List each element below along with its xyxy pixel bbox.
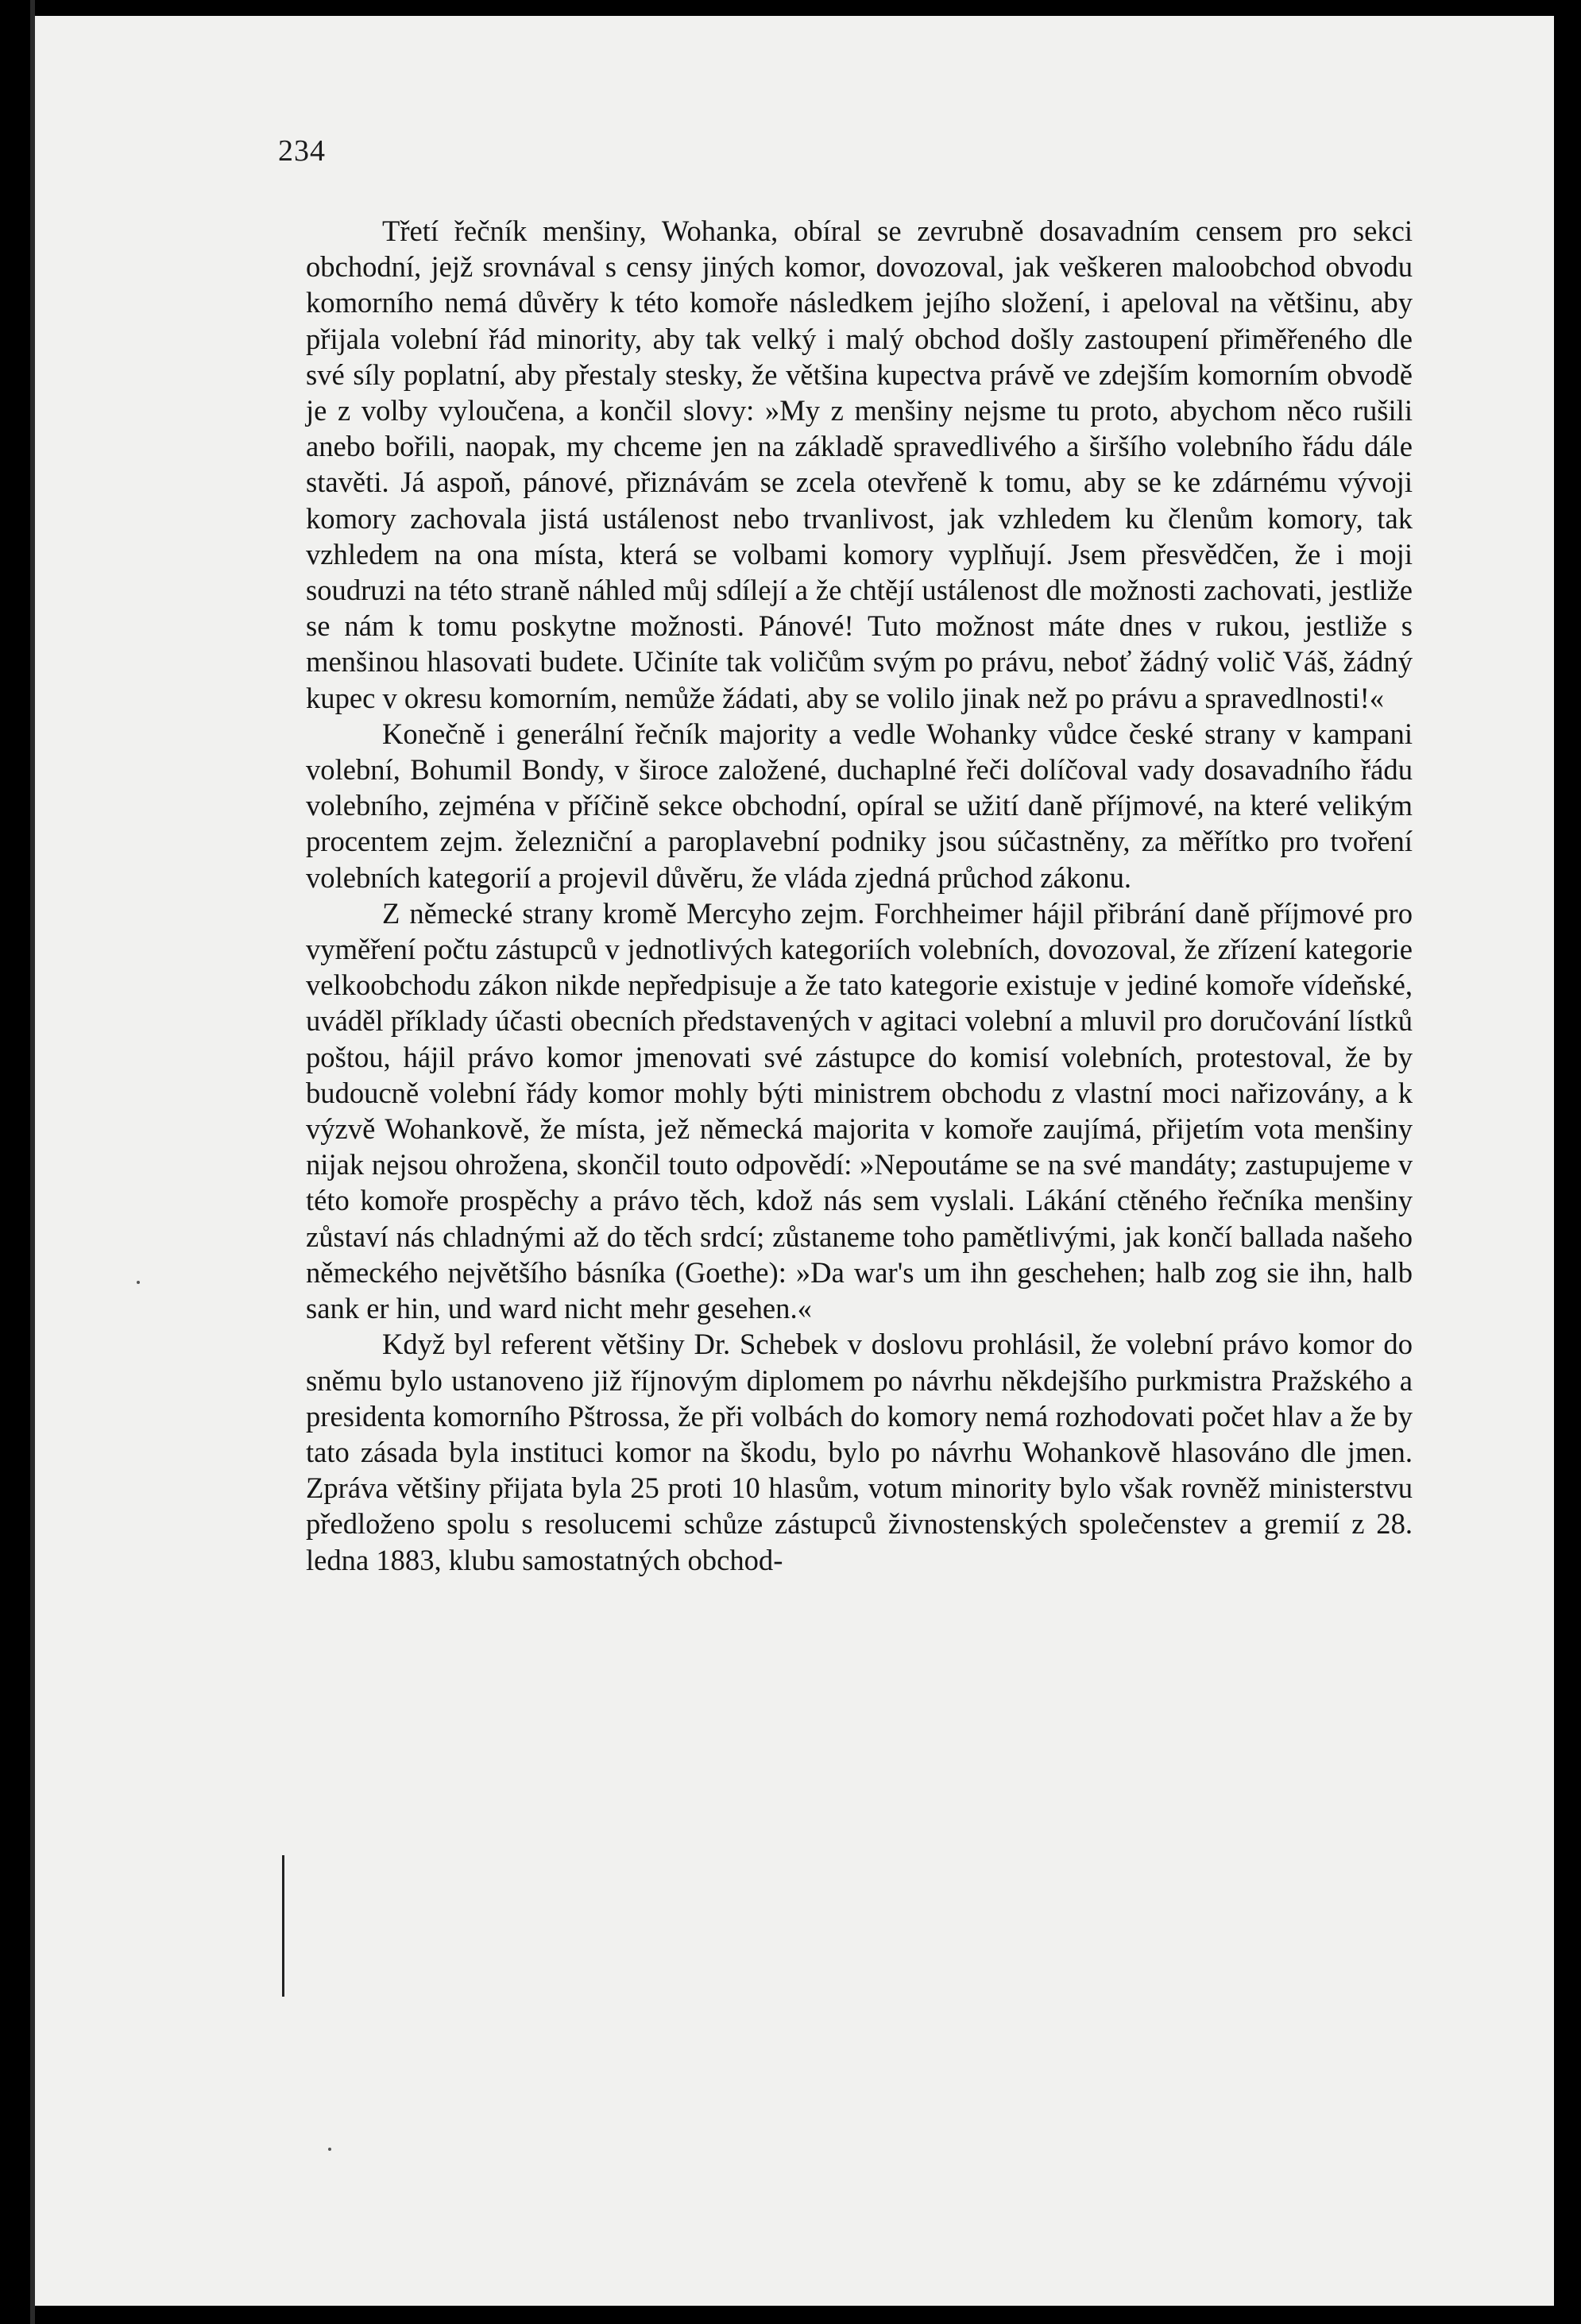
paragraph-2: Konečně i generální řečník majority a vedle Wohanky vůdce české strany v kampani volební, Bohumil Bondy, v široce založené, duchaplné řeči dolíčoval vady dosavadního řádu volebního, zejména v příčině sekce obchodní, opíral se užití daně příjmové, na které velikým procentem zejm. železniční a paroplavební podniky jsou súčastněny, za měřítko pro tvoření volebních kategorií a projevil důvěru, že vláda zjedná průchod zákonu. [306, 717, 1413, 894]
scan-speck [328, 2148, 331, 2151]
body-text [306, 213, 1413, 1578]
page-number: 234 [278, 134, 326, 168]
paragraph-4: Když byl referent většiny Dr. Schebek v doslovu prohlásil, že volební právo komor do sněmu bylo ustanoveno již říjnovým diplomem po návrhu někdejšího purkmistra Pražského a presidenta komorního Pštrossa, že při volbách do komory nemá rozhodovati počet hlav a že by tato zásada byla instituci komor na škodu, bylo po návrhu Wohankově hlasováno dle jmen. Zpráva většiny přijata byla 25 proti 10 hlasům, votum minority bylo však rovněž ministerstvu předloženo spolu s resolucemi schůze zástupců živnostenských společenstev a gremií z 28. ledna 1883, klubu samostatných obchod- [306, 1328, 1413, 1576]
paragraph-1: Třetí řečník menšiny, Wohanka, obíral se zevrubně dosavadním censem pro sekci obchodní, jejž srovnával s censy jiných komor, dovozoval, jak veškeren maloobchod obvodu komorního nemá důvěry k této komoře následkem jejího složení, i apeloval na většinu, aby přijala volební řád minority, aby tak velký i malý obchod došly zastoupení přiměřeného dle své síly poplatní, aby přestaly stesky, že většina kupectva právě ve zdejším komorním obvodě je z volby vyloučena, a končil slovy: »My z menšiny nejsme tu proto, abychom něco rušili anebo bořili, naopak, my chceme jen na základě spravedlivého a širšího volebního řádu dále stavěti. Já aspoň, pánové, přiznávám se zcela otevřeně k tomu, aby se ke zdárnému vývoji komory zachovala jistá ustálenost nebo trvanlivost, jak vzhledem ku členům komory, tak vzhledem na ona místa, která se volbami komory vyplňují. Jsem přesvědčen, že i moji soudruzi na této straně náhled můj sdílejí a že chtějí ustálenost dle možnosti zachovati, jestliže se nám k tomu poskytne možnosti. Pánové! Tuto možnost máte dnes v rukou, jestliže s menšinou hlasovati budete. Učiníte tak voličům svým po právu, neboť žádný volič Váš, žádný kupec v okresu komorním, nemůže žádati, aby se volilo jinak než po právu a spravedlnosti!« [306, 215, 1413, 714]
scan-speck [137, 1281, 140, 1284]
paragraph-3: Z německé strany kromě Mercyho zejm. Forchheimer hájil přibrání daně příjmové pro vyměření počtu zástupců v jednotlivých kategoriích volebních, dovozoval, že zřízení kategorie velkoobchodu zákon nikde nepředpisuje a že tato kategorie existuje v jediné komoře vídeňské, uváděl příklady účasti obecních představených v agitaci volební a mluvil pro doručování lístků poštou, hájil právo komor jmenovati své zástupce do komisí volebních, protestoval, že by budoucně volební řády komor mohly býti ministrem obchodu z vlastní moci nařizovány, a k výzvě Wohankově, že místa, jež německá majorita v komoře zaujímá, přijetím vota menšiny nijak nejsou ohrožena, skončil touto odpovědí: »Nepoutáme se na své mandáty; zastupujeme v této komoře prospěchy a právo těch, kdož nás sem vyslali. Lákání ctěného řečníka menšiny zůstaví nás chladnými až do těch srdcí; zůstaneme toho pamětlivými, jak končí ballada našeho německého největšího básníka (Goethe): »Da war's um ihn geschehen; halb zog sie ihn, halb sank er hin, und ward nicht mehr gesehen.« [306, 896, 1413, 1325]
margin-pencil-mark [282, 1855, 284, 1997]
